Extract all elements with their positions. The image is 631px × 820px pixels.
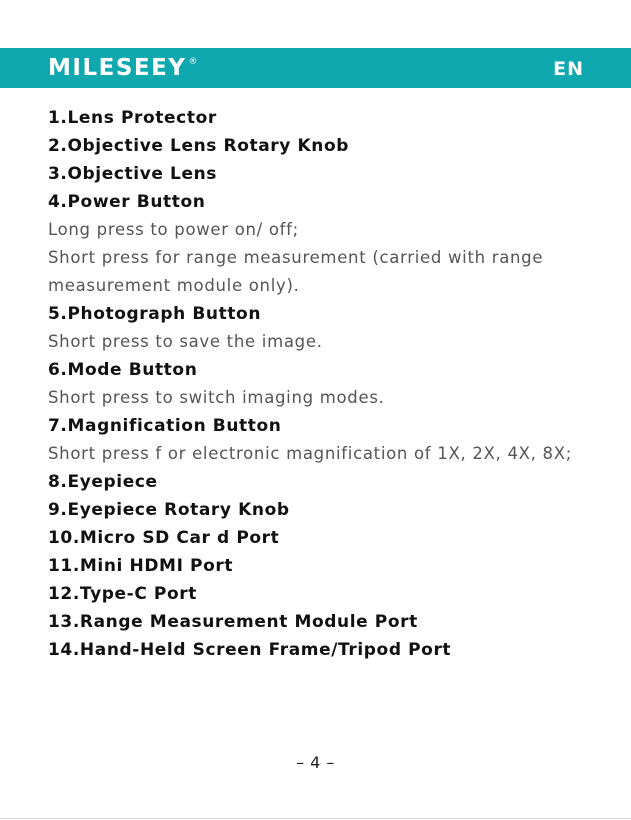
page-number: – 4 – [296,753,335,772]
parts-list [48,104,608,664]
part-description: Short press to switch imaging modes. [48,388,385,407]
part-heading: 8.Eyepiece [48,472,158,492]
bottom-divider [0,818,631,819]
header-bar [0,48,631,88]
language-code: EN [553,58,584,80]
part-heading: 3.Objective Lens [48,164,218,184]
part-heading: 4.Power Button [48,192,206,212]
part-heading: 5.Photograph Button [48,304,262,324]
part-heading: 11.Mini HDMI Port [48,556,234,576]
registered-mark: ® [188,57,198,67]
part-heading: 6.Mode Button [48,360,198,380]
part-heading: 2.Objective Lens Rotary Knob [48,136,350,156]
part-heading: 12.Type-C Port [48,584,197,604]
part-heading: 13.Range Measurement Module Port [48,612,418,632]
part-heading: 7.Magnification Button [48,416,282,436]
part-description: Short press f or electronic magnification of 1X, 2X, 4X, 8X; [48,444,572,463]
part-heading: 9.Eyepiece Rotary Knob [48,500,290,520]
part-description: measurement module only). [48,276,300,295]
brand-name: MILESEEY [48,55,187,81]
part-description: Long press to power on/ off; [48,220,299,239]
part-description: Short press to save the image. [48,332,323,351]
brand-logo [48,54,197,82]
part-heading: 1.Lens Protector [48,108,217,128]
part-heading: 10.Micro SD Car d Port [48,528,280,548]
part-heading: 14.Hand-Held Screen Frame/Tripod Port [48,640,452,660]
part-description: Short press for range measurement (carried with range [48,248,544,267]
